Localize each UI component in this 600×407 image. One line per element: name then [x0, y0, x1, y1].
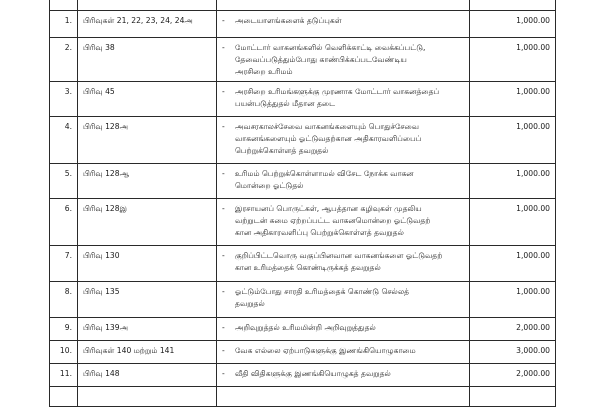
section-reference — [78, 0, 217, 11]
table-row — [50, 387, 556, 407]
table-row — [50, 82, 556, 117]
offence-description — [217, 38, 470, 82]
offence-description — [217, 246, 470, 282]
offence-description — [217, 117, 470, 164]
dash-marker: - — [222, 323, 225, 332]
table-row — [50, 164, 556, 199]
fine-amount: 1,000.00 — [470, 38, 556, 82]
offence-description — [217, 387, 470, 407]
table-row — [50, 11, 556, 38]
dash-marker: - — [222, 369, 225, 378]
fine-amount: 1,000.00 — [470, 164, 556, 199]
table-row — [50, 199, 556, 246]
section-reference: பிரிவு 128ஆ — [78, 164, 217, 199]
table-row — [50, 318, 556, 341]
offence-text: மோட்டார் வாகனங்களில் வெளிக்காட்டி வைக்கப்பட்டு, தேவைப்படுத்தும்போது காண்பிக்கப்படவேண்டிய அரசிறை உரிமம் — [235, 43, 426, 76]
row-number: 7. — [50, 246, 78, 282]
fine-amount: 1,000.00 — [470, 11, 556, 38]
dash-marker: - — [222, 204, 225, 213]
table-row — [50, 364, 556, 387]
fine-amount — [470, 0, 556, 11]
section-reference: பிரிவு 130 — [78, 246, 217, 282]
dash-marker: - — [222, 251, 225, 260]
section-reference: பிரிவு 45 — [78, 82, 217, 117]
dash-marker: - — [222, 346, 225, 355]
offence-description — [217, 364, 470, 387]
offence-description — [217, 164, 470, 199]
fine-amount — [470, 387, 556, 407]
row-number: 11. — [50, 364, 78, 387]
table-row — [50, 282, 556, 318]
offence-text: வேக எல்லை ஏற்பாடுகளுக்கு இணங்கியொழுகாமை — [235, 346, 416, 355]
offence-description — [217, 341, 470, 364]
fine-amount: 1,000.00 — [470, 282, 556, 318]
section-reference: பிரிவு 135 — [78, 282, 217, 318]
section-reference: பிரிவுகள் 21, 22, 23, 24, 24அ — [78, 11, 217, 38]
offence-text: அடையாளங்களைக் தடுப்புகள் — [235, 16, 342, 25]
offence-text: உரிமம் பெற்றுக்கொள்ளாமல் விசேட நோக்க வாகன மொன்றை ஓட்டுதல் — [235, 169, 414, 190]
fine-amount: 2,000.00 — [470, 318, 556, 341]
offence-text: வீதி விதிகளுக்கு இணங்கியொழுகத் தவறுதல் — [235, 369, 391, 378]
section-reference: பிரிவு 128இ — [78, 199, 217, 246]
section-reference — [78, 387, 217, 407]
fine-amount: 1,000.00 — [470, 82, 556, 117]
offence-description — [217, 318, 470, 341]
row-number: 6. — [50, 199, 78, 246]
offence-description — [217, 82, 470, 117]
dash-marker: - — [222, 169, 225, 178]
fine-amount: 1,000.00 — [470, 117, 556, 164]
row-number: 3. — [50, 82, 78, 117]
fine-amount: 3,000.00 — [470, 341, 556, 364]
section-reference: பிரிவுகள் 140 மற்றும் 141 — [78, 341, 217, 364]
offence-text: அறிவுறுத்தல் உரிமமின்றி அறிவுறுத்துதல் — [235, 323, 376, 332]
row-number: 1. — [50, 11, 78, 38]
schedule-body — [50, 0, 556, 407]
table-row — [50, 38, 556, 82]
offence-text: அரசிறை உரிமங்களுக்கு முரணாக மோட்டார் வாகனத்தைப் பயன்படுத்துதல் மீதான தடை — [235, 87, 440, 108]
row-number — [50, 0, 78, 11]
section-reference: பிரிவு 128அ — [78, 117, 217, 164]
offence-description — [217, 282, 470, 318]
dash-marker: - — [222, 87, 225, 96]
offence-text: இரசாயனப் பொருட்கள், ஆபத்தான கழிவுகள் முதலிய வற்றுடன் சுமை ஏற்றப்பட்ட வாகனமொன்றை ஓட்டுவதற் கான அதிகாரவளிப்பு பெற்றுக்கொள்ளத் தவறுதல் — [235, 204, 431, 237]
offence-description — [217, 0, 470, 11]
section-reference: பிரிவு 38 — [78, 38, 217, 82]
row-number: 2. — [50, 38, 78, 82]
fine-amount: 1,000.00 — [470, 246, 556, 282]
table-row — [50, 341, 556, 364]
dash-marker: - — [222, 287, 225, 296]
dash-marker: - — [222, 122, 225, 131]
row-number: 10. — [50, 341, 78, 364]
offence-description — [217, 11, 470, 38]
row-number: 4. — [50, 117, 78, 164]
table-row — [50, 117, 556, 164]
table-row — [50, 0, 556, 11]
section-reference: பிரிவு 148 — [78, 364, 217, 387]
row-number — [50, 387, 78, 407]
section-reference: பிரிவு 139அ — [78, 318, 217, 341]
row-number: 5. — [50, 164, 78, 199]
penalty-schedule-table — [49, 0, 556, 407]
table-row — [50, 246, 556, 282]
row-number: 9. — [50, 318, 78, 341]
dash-marker: - — [222, 16, 225, 25]
offence-description — [217, 199, 470, 246]
row-number: 8. — [50, 282, 78, 318]
offence-text: குறிப்பிட்டவொரு வகுப்பினவான வாகனங்களை ஓட்டுவதற் கான உரிமத்தைக் கொண்டிருக்கத் தவறுதல் — [235, 251, 443, 272]
fine-amount: 1,000.00 — [470, 199, 556, 246]
offence-text: அவசரகாலச்சேவை வாகனங்களையும் பொதுச்சேவை வாகனங்களையும் ஓட்டுவதற்கான அதிகாரவளிப்பைப் பெற்றுக்கொள்ளத் தவறுதல் — [235, 122, 422, 155]
fine-amount: 2,000.00 — [470, 364, 556, 387]
dash-marker: - — [222, 43, 225, 52]
offence-text: ஓட்டும்போது சாரதி உரிமத்தைக் கொண்டு செல்லத் தவறுதல் — [235, 287, 410, 308]
